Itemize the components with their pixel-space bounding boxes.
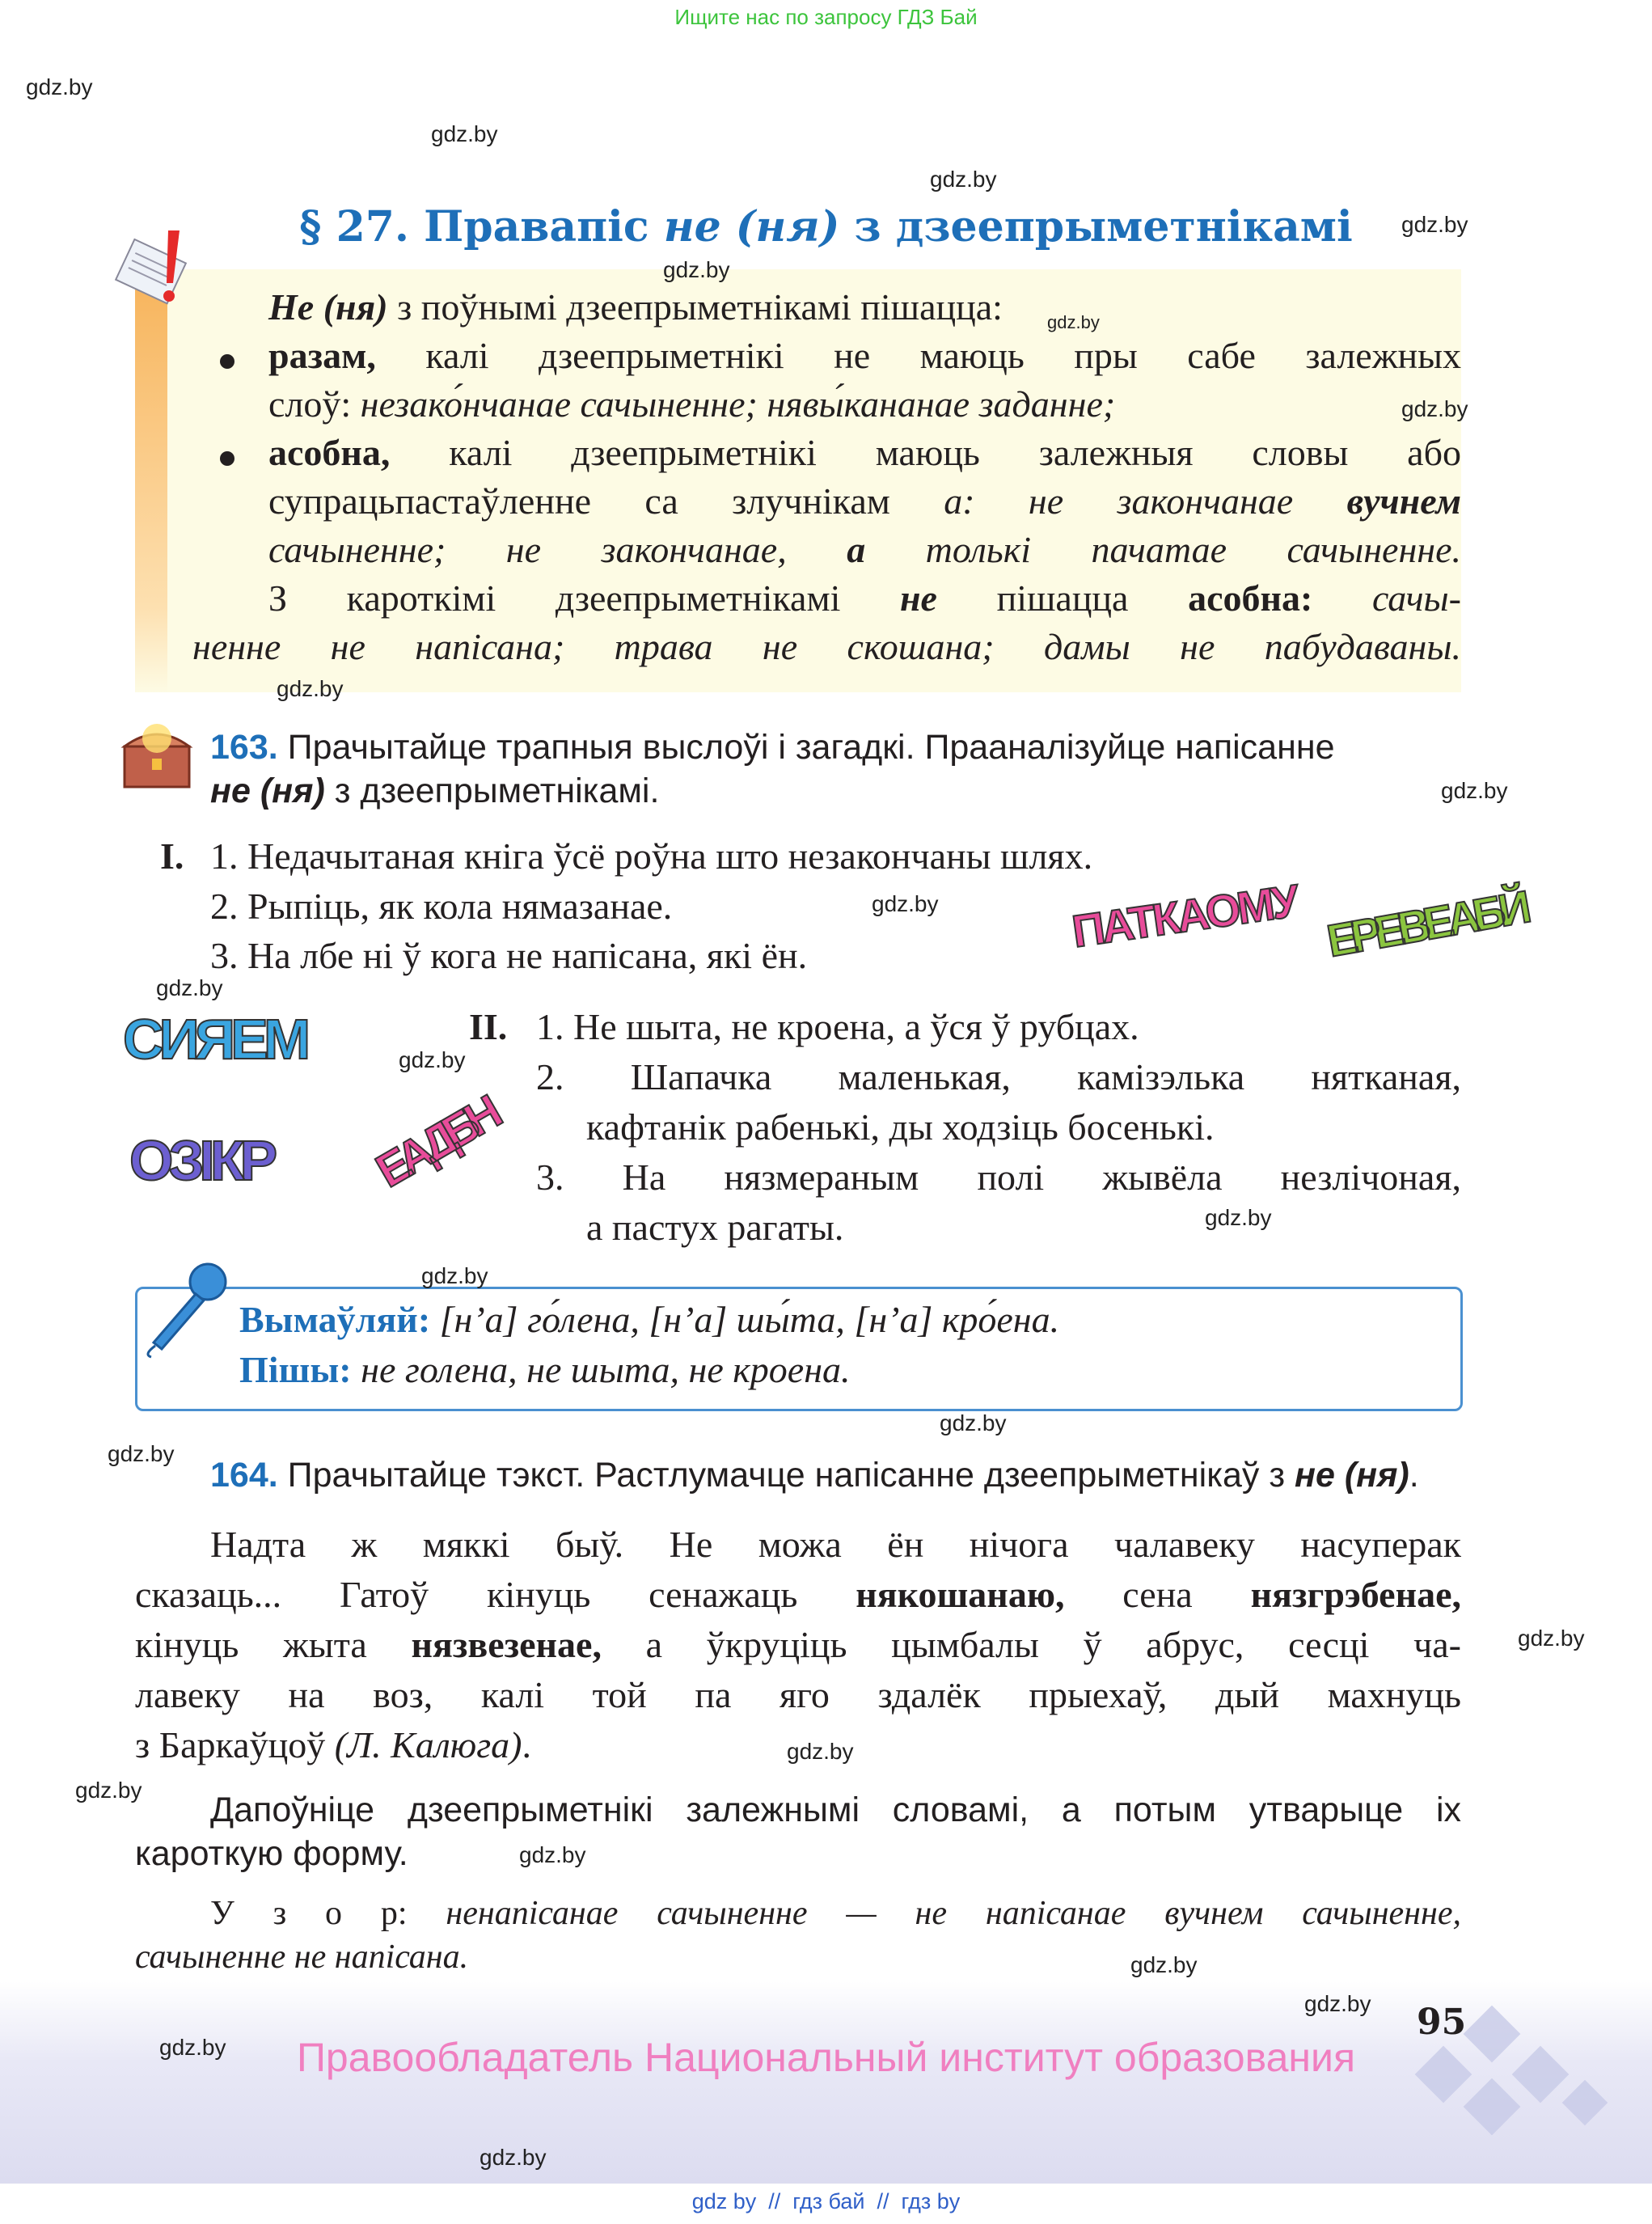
title-rest: з дзеепрыметнікамі bbox=[839, 202, 1353, 252]
text-segment: Не (ня) bbox=[268, 286, 388, 328]
watermark: gdz.by bbox=[159, 2035, 226, 2060]
exclamation-note-icon bbox=[105, 226, 202, 315]
chest-icon bbox=[120, 718, 194, 791]
watermark: gdz.by bbox=[940, 1410, 1007, 1435]
text-segment: сачыненне; не закончанае, bbox=[268, 529, 787, 570]
bullet bbox=[220, 354, 234, 369]
text-segment: Прачытайце трапныя выслоўі і загадкі. Прааналізуйце напісанне bbox=[287, 728, 1335, 767]
watermark: gdz.by bbox=[1304, 1991, 1371, 2016]
watermark: gdz.by bbox=[277, 676, 344, 701]
text-segment: Надта ж мяккі быў. Не можа ён нічога чалавеку насуперак bbox=[210, 1524, 1461, 1565]
write-line bbox=[239, 1349, 851, 1391]
pattern-label: У з о р: bbox=[210, 1895, 408, 1932]
text-segment: кінуць жыта bbox=[135, 1624, 367, 1665]
proverb-3: 3. На лбе ні ў кога не напісана, які ён. bbox=[210, 935, 808, 976]
watermark: gdz.by bbox=[108, 1441, 175, 1466]
riddle-2: 2. Шапачка маленькая, камізэлька нятканая, bbox=[536, 1056, 1461, 1097]
text-segment: някошанаю, bbox=[856, 1574, 1065, 1615]
text-segment: ненне не напісана; трава не скошана; дамы не пабудаваны. bbox=[192, 626, 1461, 667]
group2-label: II. bbox=[469, 1006, 508, 1047]
title-ne: не (ня) bbox=[663, 202, 840, 252]
text-segment: з Баркаўцоў bbox=[135, 1724, 326, 1765]
text-segment: З кароткімі дзеепрыметнікамі bbox=[268, 577, 841, 619]
riddle-2-cont: кафтанік рабенькі, ды ходзіць босенькі. bbox=[586, 1106, 1215, 1148]
ex163-line bbox=[210, 770, 659, 812]
text-segment: пішацца bbox=[996, 577, 1129, 619]
watermark: gdz.by bbox=[399, 1047, 466, 1072]
text-segment: з поўнымі дзеепрыметнікамі пішацца: bbox=[397, 286, 1003, 328]
write-text: не голена, не шыта, не кроена. bbox=[351, 1349, 851, 1390]
ex163-line bbox=[210, 726, 1335, 768]
bullet bbox=[220, 451, 234, 466]
text-segment: нязвезенае, bbox=[411, 1624, 602, 1665]
watermark: gdz.by bbox=[519, 1842, 586, 1867]
watermark: gdz.by bbox=[156, 975, 223, 1000]
pattern-text: ненапісанае сачыненне — не напісанае вучнем сачыненне, bbox=[446, 1895, 1461, 1932]
watermark: gdz.by bbox=[1047, 312, 1100, 332]
exercise-number: 164. bbox=[210, 1456, 278, 1495]
watermark: gdz.by bbox=[1401, 212, 1468, 237]
text-line bbox=[268, 286, 1003, 328]
say-label: Вымаўляй: bbox=[239, 1299, 431, 1340]
watermark: gdz.by bbox=[26, 74, 93, 99]
proverb-1: 1. Недачытаная кніга ўсё роўна што незакончаны шлях. bbox=[210, 835, 1093, 877]
write-label: Пішы: bbox=[239, 1349, 352, 1390]
text-segment: вучнем bbox=[1346, 480, 1461, 522]
text-line bbox=[135, 1624, 1461, 1666]
text-segment: Прачытайце тэкст. Растлумачце напісанне дзеепрыметнікаў з bbox=[287, 1456, 1286, 1495]
rule-strip bbox=[135, 269, 167, 692]
text-segment: незако́нчанае сачыненне; нявы́кананае заданне; bbox=[360, 383, 1116, 425]
text-segment: (Л. Калюга) bbox=[334, 1724, 522, 1765]
text-segment: сачы- bbox=[1371, 577, 1462, 619]
watermark: gdz.by bbox=[663, 257, 730, 282]
page-number: 95 bbox=[1417, 2002, 1467, 2043]
watermark: gdz.by bbox=[872, 891, 939, 916]
text-segment: асобна, bbox=[268, 432, 391, 473]
text-segment: асобна: bbox=[1188, 577, 1313, 619]
riddle-3: 3. На нязмераным полі жывёла незлічоная, bbox=[536, 1156, 1461, 1198]
bottom-links[interactable]: gdz by // гдз бай // гдз by bbox=[691, 2189, 961, 2213]
text-line bbox=[268, 335, 1461, 377]
watermark: gdz.by bbox=[1441, 778, 1508, 803]
watermark: gdz.by bbox=[1130, 1952, 1198, 1977]
text-segment: калі дзеепрыметнікі маюць залежныя словы або bbox=[449, 432, 1462, 473]
proverb-2: 2. Рыпіць, як кола нямазанае. bbox=[210, 886, 673, 927]
text-segment: а bbox=[847, 529, 866, 570]
text-line bbox=[210, 1524, 1461, 1566]
letter-puzzle-4: ЕАДБН bbox=[367, 1088, 505, 1199]
say-line bbox=[239, 1299, 1059, 1341]
task2-line: Дапоўніце дзеепрыметнікі залежнымі словамі, а потым утварыце іх bbox=[210, 1791, 1461, 1829]
task2-line: кароткую форму. bbox=[135, 1834, 408, 1873]
text-line bbox=[268, 529, 1461, 571]
text-segment: нязгрэбенае, bbox=[1250, 1574, 1462, 1615]
text-segment: разам, bbox=[268, 335, 376, 376]
say-text: [н’а] го́лена, [н’а] шы́та, [н’а] кро́ена. bbox=[430, 1299, 1060, 1340]
pattern-line bbox=[210, 1892, 1461, 1934]
text-segment: сена bbox=[1122, 1574, 1193, 1615]
text-line bbox=[135, 1674, 1461, 1716]
watermark: gdz.by bbox=[431, 121, 498, 146]
watermark: gdz.by bbox=[75, 1778, 142, 1803]
text-line bbox=[268, 480, 1461, 522]
text-segment: супрацьпастаўленне са злучнікам bbox=[268, 480, 890, 522]
text-segment: не (ня) bbox=[1294, 1456, 1409, 1495]
ex164-task bbox=[210, 1454, 1419, 1496]
letter-puzzle-1: ПАТКАОМУ bbox=[1068, 874, 1300, 958]
exercise-number: 163. bbox=[210, 728, 278, 767]
text-segment: а: не закончанае bbox=[944, 480, 1294, 522]
watermark: gdz.by bbox=[1401, 396, 1468, 421]
text-line bbox=[268, 577, 1461, 619]
watermark: gdz.by bbox=[787, 1739, 854, 1764]
text-segment: не (ня) bbox=[210, 772, 325, 810]
letter-puzzle-2: ЕРЕВЕАБЙ bbox=[1323, 882, 1529, 966]
watermark: gdz.by bbox=[1518, 1626, 1585, 1651]
text-segment: . bbox=[522, 1724, 531, 1765]
riddle-1: 1. Не шыта, не кроена, а ўся ў рубцах. bbox=[536, 1006, 1139, 1047]
text-segment: сказаць... Гатоў кінуць сенажаць bbox=[135, 1574, 798, 1615]
section-number: § 27. Правапіс bbox=[299, 202, 664, 252]
text-segment: толькі пачатае сачыненне. bbox=[925, 529, 1461, 570]
letter-puzzle-5: ОЗІКР bbox=[129, 1129, 273, 1192]
text-segment: а ўкруціць цымбалы ў абрус, сесці ча- bbox=[645, 1624, 1462, 1665]
text-line bbox=[135, 1574, 1461, 1616]
watermark: gdz.by bbox=[1205, 1205, 1272, 1230]
watermark: gdz.by bbox=[930, 167, 997, 192]
text-segment: калі дзеепрыметнікі не маюць пры сабе залежных bbox=[425, 335, 1462, 376]
copyright: Правообладатель Национальный институт образования bbox=[296, 2035, 1356, 2080]
microphone-icon bbox=[139, 1262, 228, 1359]
riddle-3-cont: а пастух рагаты. bbox=[586, 1207, 844, 1248]
text-line bbox=[135, 1724, 531, 1766]
text-line bbox=[268, 432, 1461, 474]
text-segment: з дзеепрыметнікамі. bbox=[334, 772, 660, 810]
watermark: gdz.by bbox=[421, 1263, 488, 1288]
text-segment: лавеку на воз, калі той па яго здалёк прыехаў, дый махнуць bbox=[135, 1674, 1461, 1715]
text-segment: . bbox=[1409, 1456, 1419, 1495]
text-line bbox=[268, 383, 1115, 425]
letter-puzzle-3: СИЯЕМ bbox=[123, 1008, 306, 1071]
text-segment: слоў: bbox=[268, 383, 352, 425]
watermark: gdz.by bbox=[480, 2145, 547, 2170]
text-line bbox=[192, 626, 1461, 668]
group1-label: I. bbox=[160, 835, 184, 877]
top-banner[interactable]: Ищите нас по запросу ГДЗ Бай bbox=[674, 5, 978, 29]
pattern-line: сачыненне не напісана. bbox=[135, 1939, 469, 1976]
text-segment: не bbox=[899, 577, 937, 619]
